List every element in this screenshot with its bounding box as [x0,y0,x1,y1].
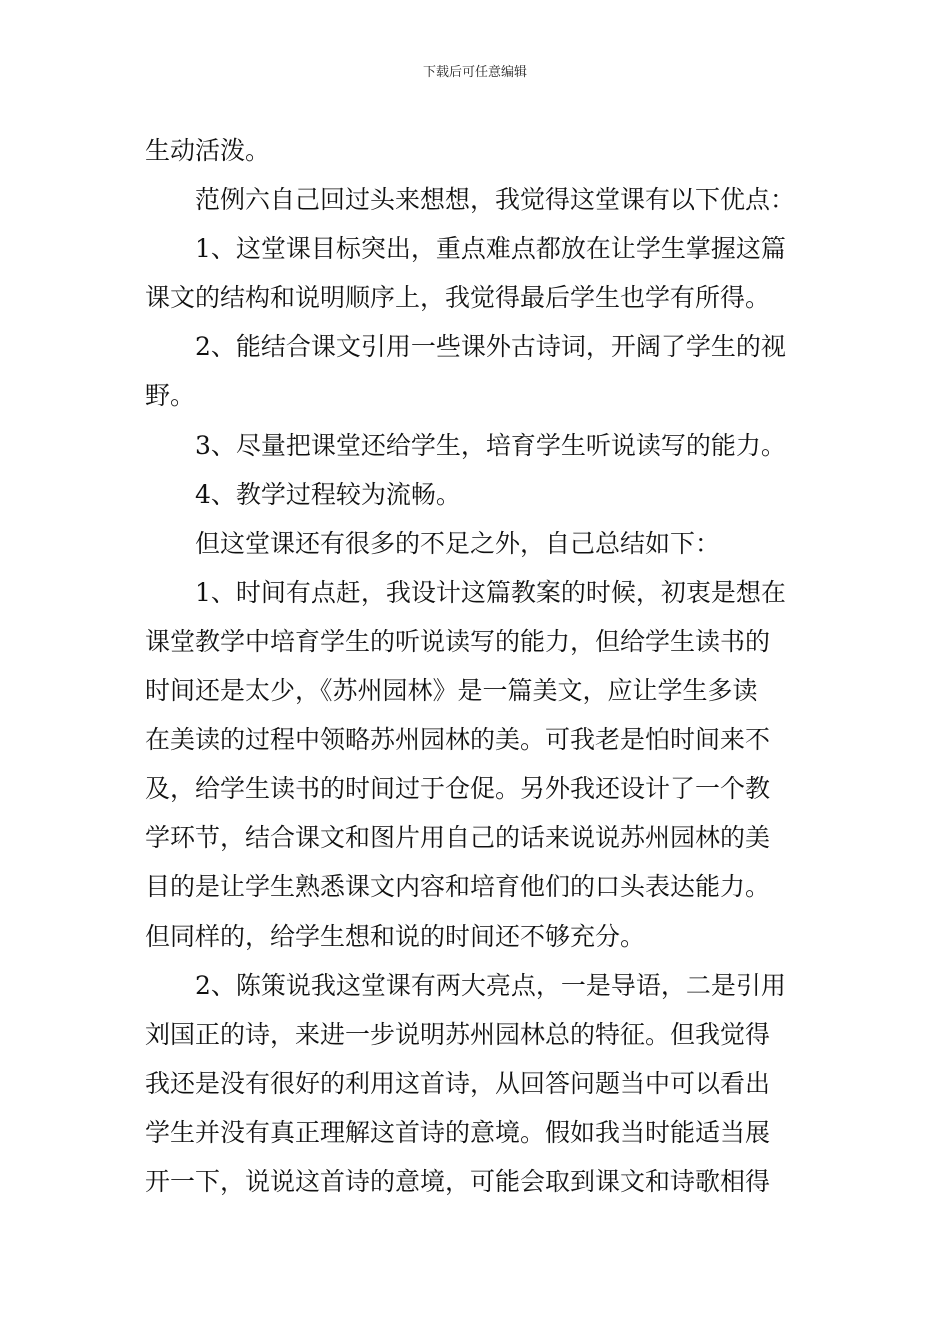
text-line-18: 2、陈策说我这堂课有两大亮点，一是导语，二是引用 [195,970,786,1000]
text-line-17: 但同样的，给学生想和说的时间还不够充分。 [145,921,646,951]
text-line-21: 学生并没有真正理解这首诗的意境。假如我当时能适当展 [145,1117,771,1147]
text-line-12: 时间还是太少，《苏州园林》是一篇美文，应让学生多读 [145,676,758,706]
text-line-20: 我还是没有很好的利用这首诗，从回答问题当中可以看出 [145,1068,771,1098]
text-line-16: 目的是让学生熟悉课文内容和培育他们的口头表达能力。 [145,872,771,902]
text-line-15: 学环节，结合课文和图片用自己的话来说说苏州园林的美 [145,823,771,853]
text-line-22: 开一下，说说这首诗的意境，可能会取到课文和诗歌相得 [145,1166,771,1196]
page-header: 下载后可任意编辑 [422,65,527,80]
text-line-14: 及，给学生读书的时间过于仓促。另外我还设计了一个教 [145,774,771,804]
text-line-10: 1、时间有点赶，我设计这篇教案的时候，初衷是想在 [195,577,786,607]
text-line-19: 刘国正的诗，来进一步说明苏州园林总的特征。但我觉得 [145,1019,771,1049]
text-line-8: 4、教学过程较为流畅。 [195,479,461,509]
text-line-11: 课堂教学中培育学生的听说读写的能力，但给学生读书的 [145,626,771,656]
text-line-9: 但这堂课还有很多的不足之外，自己总结如下： [195,528,721,558]
text-line-7: 3、尽量把课堂还给学生，培育学生听说读写的能力。 [195,430,786,460]
text-line-5: 2、能结合课文引用一些课外古诗词，开阔了学生的视 [195,332,786,362]
text-line-4: 课文的结构和说明顺序上，我觉得最后学生也学有所得。 [145,283,771,313]
text-line-13: 在美读的过程中领略苏州园林的美。可我老是怕时间来不 [145,725,771,755]
text-line-2: 范例六自己回过头来想想，我觉得这堂课有以下优点： [195,185,796,215]
text-line-6: 野。 [145,381,196,411]
document-body [145,126,810,1206]
text-line-3: 1、这堂课目标突出，重点难点都放在让学生掌握这篇 [195,234,786,264]
text-line-1: 生动活泼。 [145,136,271,165]
